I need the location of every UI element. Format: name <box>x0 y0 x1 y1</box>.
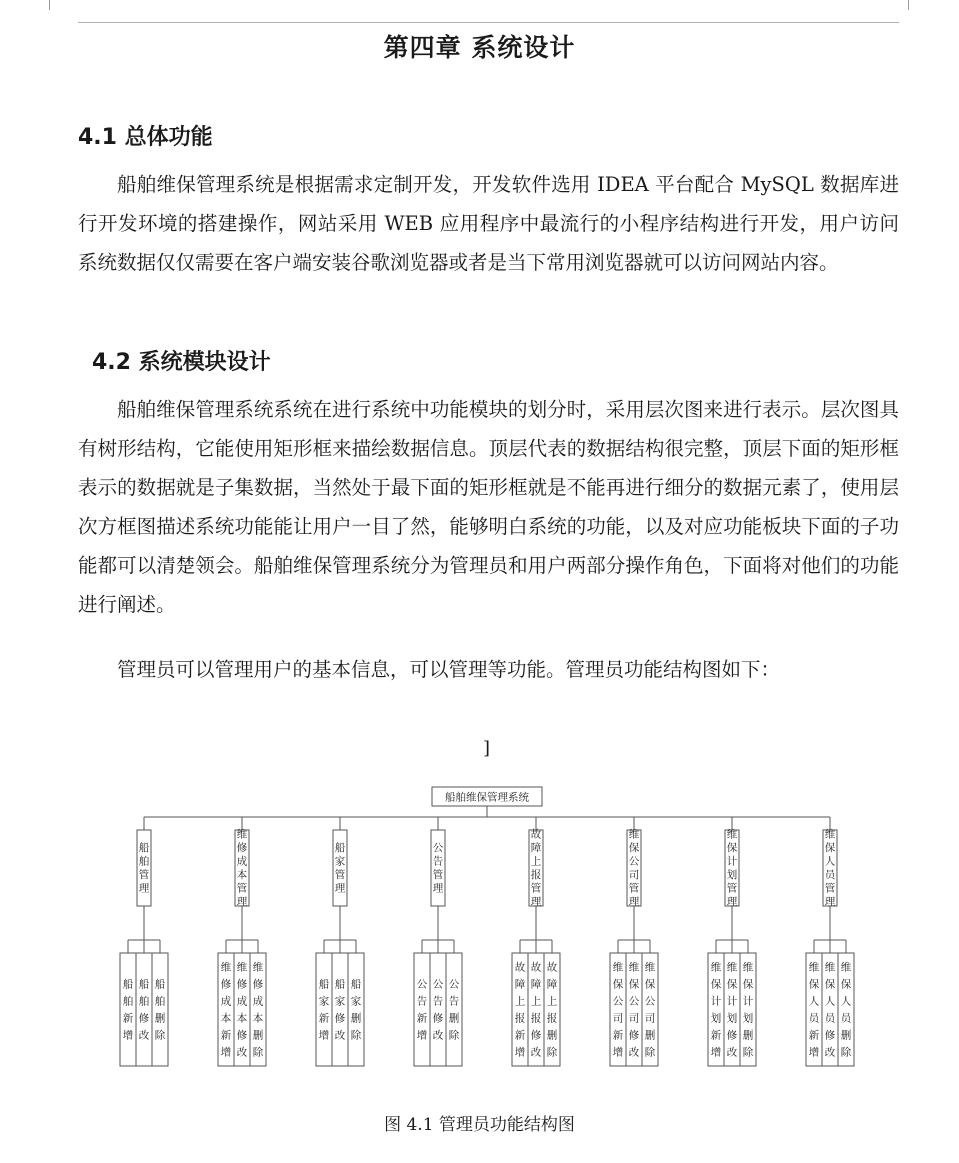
leaf-box <box>332 953 348 1066</box>
leaf-label: 船舶修改 <box>138 978 150 1042</box>
leaf-box <box>348 953 364 1066</box>
leaf-box <box>446 953 462 1066</box>
module-label: 维保人员管理 <box>824 828 836 908</box>
leaf-label: 公告修改 <box>432 978 444 1042</box>
leaf-label: 维保计划修改 <box>726 961 738 1059</box>
leaf-label: 维保计划新增 <box>710 961 722 1059</box>
page-corner-mark-right <box>908 0 909 10</box>
module-label: 船家管理 <box>334 842 346 895</box>
leaf-label: 维保公司新增 <box>612 961 624 1059</box>
leaf-box <box>414 953 430 1066</box>
leaf-label: 公告新增 <box>416 978 428 1042</box>
leaf-label: 船家删除 <box>350 978 362 1042</box>
leaf-label: 维修成本删除 <box>252 961 264 1059</box>
header-rule <box>78 22 899 23</box>
root-label: 船舶维保管理系统 <box>445 791 529 804</box>
module-label: 维修成本管理 <box>236 828 248 908</box>
module-label: 故障上报管理 <box>530 828 542 908</box>
stray-bracket-mark: ] <box>483 738 491 759</box>
leaf-label: 故障上报新增 <box>514 961 526 1059</box>
leaf-box <box>152 953 168 1066</box>
leaf-label: 维修成本新增 <box>220 961 232 1059</box>
module-label: 船舶管理 <box>138 842 150 895</box>
leaf-label: 维保公司修改 <box>628 961 640 1059</box>
figure-caption: 图 4.1 管理员功能结构图 <box>384 1115 575 1135</box>
leaf-box <box>430 953 446 1066</box>
admin-function-structure-diagram <box>0 760 959 1100</box>
leaf-label: 公告删除 <box>448 978 460 1042</box>
module-label: 公告管理 <box>432 842 444 895</box>
leaf-label: 维保人员删除 <box>840 961 852 1059</box>
section-4-2-paragraph-2: 管理员可以管理用户的基本信息，可以管理等功能。管理员功能结构图如下： <box>117 658 781 681</box>
leaf-label: 维修成本修改 <box>236 961 248 1059</box>
section-heading-4-1: 4.1 总体功能 <box>78 125 213 150</box>
leaf-label: 船舶删除 <box>154 978 166 1042</box>
leaf-box <box>136 953 152 1066</box>
leaf-label: 维保人员新增 <box>808 961 820 1059</box>
leaf-label: 船家新增 <box>318 978 330 1042</box>
leaf-box <box>120 953 136 1066</box>
leaf-box <box>316 953 332 1066</box>
module-label: 维保公司管理 <box>628 828 640 908</box>
leaf-label: 维保计划删除 <box>742 961 754 1059</box>
leaf-label: 故障上报删除 <box>546 961 558 1059</box>
section-4-2-paragraph-1: 船舶维保管理系统系统在进行系统中功能模块的划分时，采用层次图来进行表示。层次图具有树形结构，它能使用矩形框来描绘数据信息。顶层代表的数据结构很完整，顶层下面的矩形框表示的数据就是子集数据，当然处于最下面的矩形框就是不能再进行细分的数据元素了，使用层次方框图描述系统功能能让用户一目了然，能够明白系统的功能，以及对应功能板块下面的子功能都可以清楚领会。船舶维保管理系统分为管理员和用户两部分操作角色，下面将对他们的功能进行阐述。 <box>78 398 899 616</box>
section-4-1-paragraph: 船舶维保管理系统是根据需求定制开发，开发软件选用 IDEA 平台配合 MySQL 数据库进行开发环境的搭建操作，网站采用 WEB 应用程序中最流行的小程序结构进行开发，用户访问系统数据仅仅需要在客户端安装谷歌浏览器或者是当下常用浏览器就可以访问网站内容。 <box>78 173 899 274</box>
page-corner-mark-left <box>49 0 50 10</box>
chapter-title: 第四章 系统设计 <box>383 33 576 62</box>
section-heading-4-2: 4.2 系统模块设计 <box>92 350 271 375</box>
leaf-label: 船家修改 <box>334 978 346 1042</box>
leaf-label: 维保人员修改 <box>824 961 836 1059</box>
module-label: 维保计划管理 <box>726 828 738 908</box>
leaf-label: 船舶新增 <box>122 978 134 1042</box>
leaf-label: 故障上报修改 <box>530 961 542 1059</box>
leaf-label: 维保公司删除 <box>644 961 656 1059</box>
